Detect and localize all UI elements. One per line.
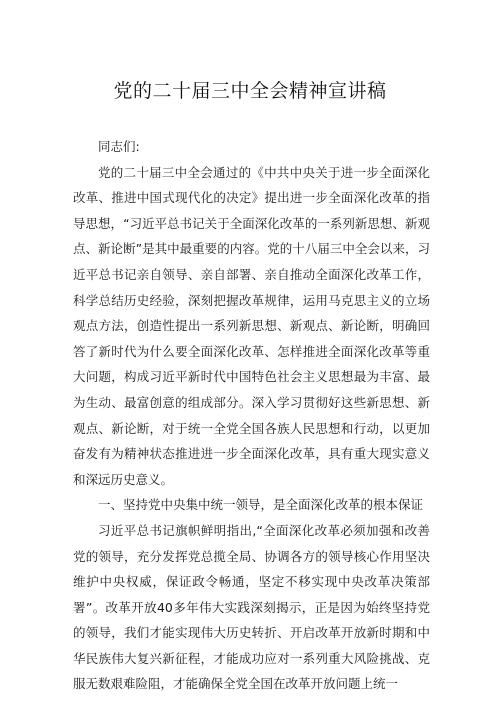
paragraph-intro: 党的二十届三中全会通过的《中共中央关于进一步全面深化改革、推进中国式现代化的决定》提出进一步全面深化改革的指导思想，“习近平总书记关于全面深化改革的一系列新思想、新观点、新论断”是其中最重要的内容。党的十八届三中全会以来，习近平总书记亲自领导、亲自部署、亲自推动全面深化改革工作，科学总结历史经验，深刻把握改革规律，运用马克思主义的立场观点方法，创造性提出一系列新思想、新观点、新论断，明确回答了新时代为什么要全面深化改革、怎样推进全面深化改革等重大问题，构成习近平新时代中国特色社会主义思想最为丰富、最为生动、最富创意的组成部分。深入学习贯彻好这些新思想、新观点、新论断，对于统一全党全国各族人民思想和行动，以更加奋发有为精神状态推进进一步全面深化改革，具有重大现实意义和深远历史意义。 xyxy=(73,164,430,487)
salutation: 同志们: xyxy=(98,139,140,154)
section-heading-1: 一、坚持党中央集中统一领导，是全面深化改革的根本保证 xyxy=(98,497,424,513)
document-body xyxy=(73,134,430,697)
paragraph-section-1: 习近平总书记旗帜鲜明指出,“全面深化改革必须加强和改善党的领导，充分发挥党总揽全局、协调各方的领导核心作用坚决维护中央权威，保证政令畅通，坚定不移实现中央改革决策部署”。改革开放40多年伟大实践深刻揭示，正是因为始终坚持党的领导，我们才能实现伟大历史转折、开启改革开放新时期和中华民族伟大复兴新征程，才能成功应对一系列重大风险挑战、克服无数艰难险阻，才能确保全党全国在改革开放问题上统一 xyxy=(73,522,430,692)
document-title: 党的二十届三中全会精神宣讲稿 xyxy=(113,80,387,102)
